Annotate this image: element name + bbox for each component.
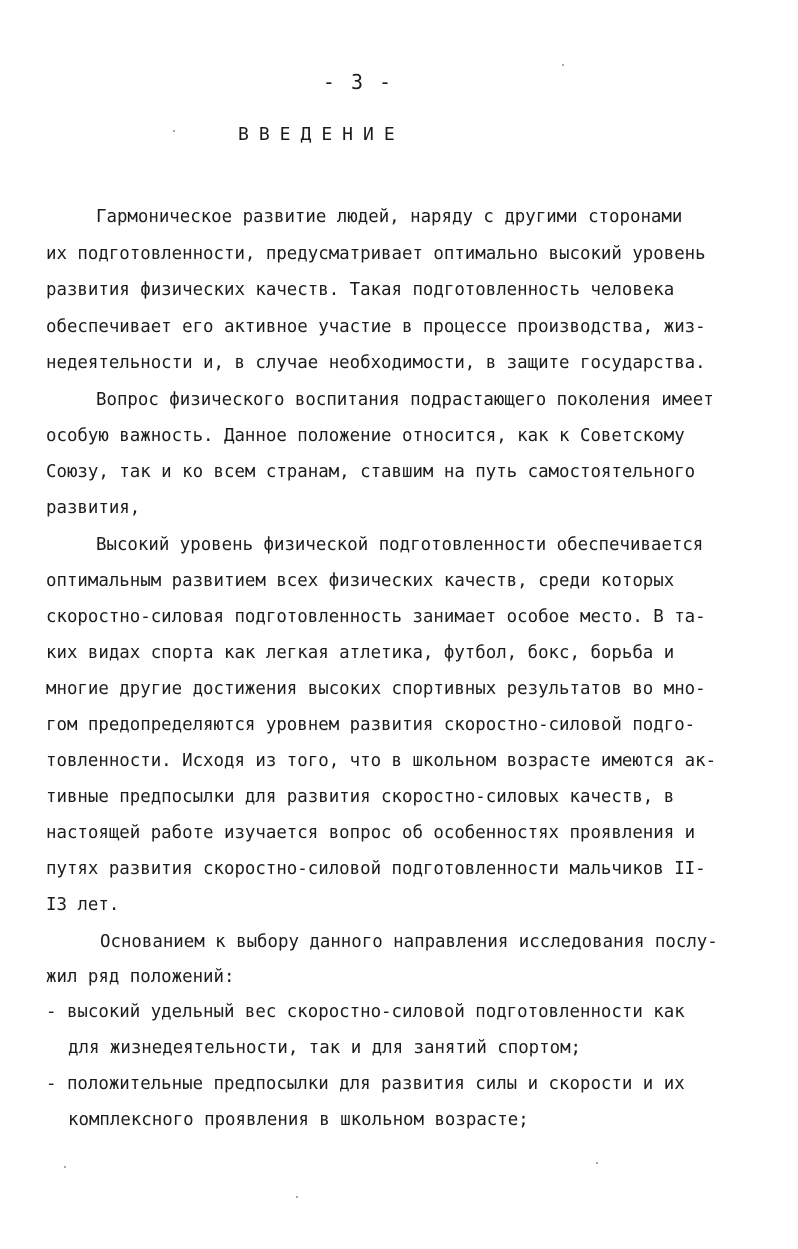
text-line: ких видах спорта как легкая атлетика, футбол, бокс, борьба и: [46, 643, 675, 663]
scan-speck: [296, 1196, 298, 1198]
text-line: оптимальным развитием всех физических качеств, среди которых: [46, 571, 675, 591]
text-line: гом предопределяются уровнем развития скоростно-силовой подго-: [46, 715, 696, 735]
text-line: тивные предпосылки для развития скоростно-силовых качеств, в: [46, 787, 675, 807]
text-line: жил ряд положений:: [46, 967, 235, 987]
text-line: особую важность. Данное положение относится, как к Советскому: [46, 426, 685, 446]
text-line: Основанием к выбору данного направления исследования послу-: [100, 932, 718, 952]
list-item: - высокий удельный вес скоростно-силовой подготовленности как: [46, 1002, 685, 1022]
text-line: многие другие достижения высоких спортивных результатов во мно-: [46, 679, 706, 699]
text-line: для жизнедеятельности, так и для занятий спортом;: [68, 1038, 582, 1058]
list-item: - положительные предпосылки для развития силы и скорости и их: [46, 1074, 685, 1094]
text-line: настоящей работе изучается вопрос об особенностях проявления и: [46, 823, 696, 843]
text-line: Высокий уровень физической подготовленности обеспечивается: [96, 535, 704, 555]
text-line: развития,: [46, 498, 141, 518]
text-line: I3 лет.: [46, 895, 120, 915]
text-line: Гармоническое развитие людей, наряду с другими сторонами: [96, 207, 683, 227]
text-line: скоростно-силовая подготовленность занимает особое место. В та-: [46, 607, 706, 627]
text-line: комплексного проявления в школьном возрасте;: [68, 1110, 529, 1130]
scan-speck: [562, 64, 564, 66]
page-number: - 3 -: [322, 70, 394, 94]
text-line: Союзу, так и ко всем странам, ставшим на путь самостоятельного: [46, 462, 696, 482]
text-line: товленности. Исходя из того, что в школьном возрасте имеются ак-: [46, 751, 717, 771]
scan-speck: [64, 1166, 66, 1168]
scan-speck: [596, 1162, 598, 1164]
text-line: путях развития скоростно-силовой подготовленности мальчиков II-: [46, 859, 706, 879]
text-line: их подготовленности, предусматривает оптимально высокий уровень: [46, 244, 706, 264]
text-line: недеятельности и, в случае необходимости, в защите государства.: [46, 353, 706, 373]
text-line: обеспечивает его активное участие в процессе производства, жиз-: [46, 317, 706, 337]
text-line: развития физических качеств. Такая подготовленность человека: [46, 280, 675, 300]
text-line: Вопрос физического воспитания подрастающего поколения имеет: [96, 390, 714, 410]
section-title: ВВЕДЕНИЕ: [238, 124, 405, 145]
scan-speck: [173, 130, 175, 132]
